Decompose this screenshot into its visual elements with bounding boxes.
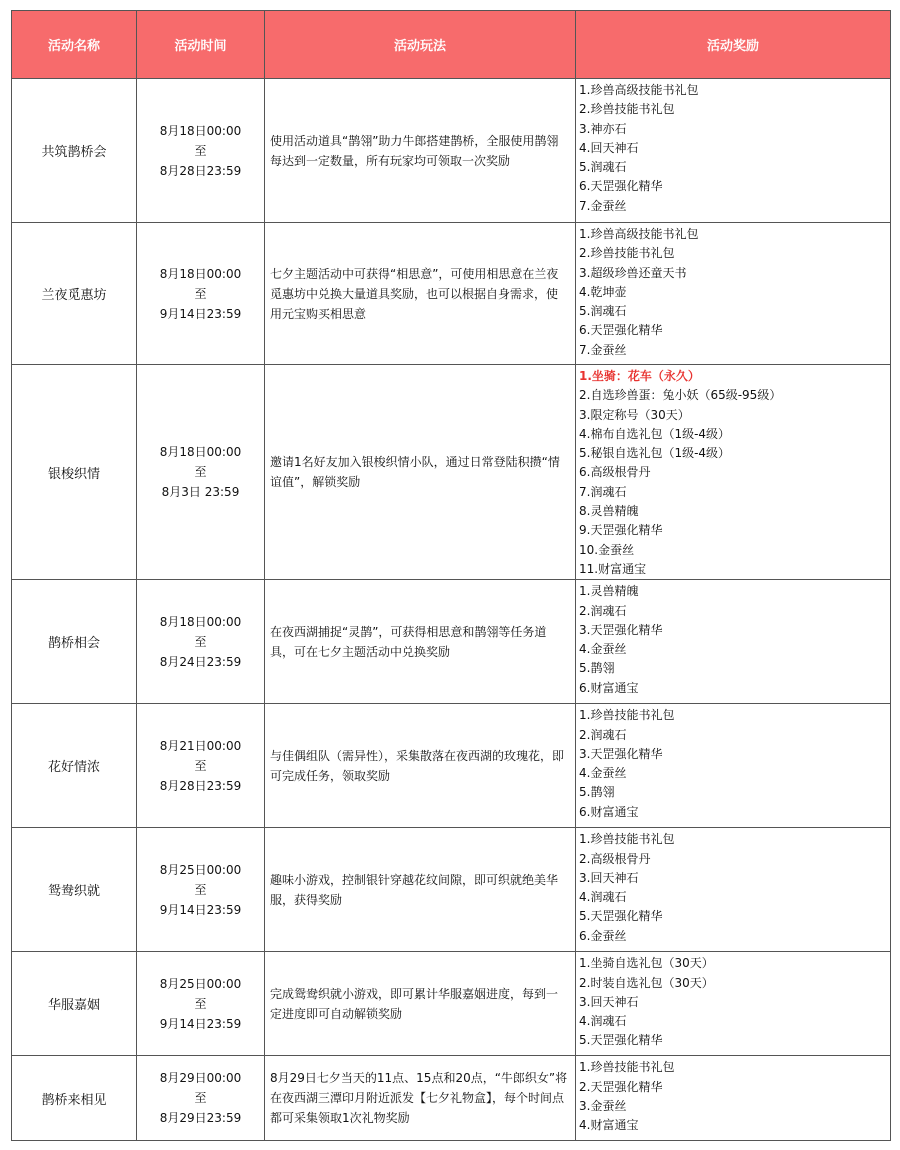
time-start: 8月18日00:00: [159, 614, 242, 629]
time-start: 8月25日00:00: [159, 862, 242, 877]
activity-name: 银梭织情: [12, 365, 137, 580]
activity-name: 共筑鹊桥会: [12, 79, 137, 223]
activity-gameplay: 使用活动道具“鹊翎”助力牛郎搭建鹊桥，全服使用鹊翎每达到一定数量，所有玩家均可领取一次奖励: [265, 79, 576, 223]
reward-item: 1.珍兽技能书礼包: [579, 832, 675, 847]
time-end: 9月14日23:59: [159, 1016, 242, 1031]
activity-rewards: [576, 79, 891, 223]
table-row: [12, 1056, 891, 1141]
reward-item: 1.灵兽精魄: [579, 584, 639, 599]
reward-item: 3.超级珍兽还童天书: [579, 265, 687, 280]
time-end: 8月28日23:59: [159, 778, 242, 793]
reward-item: 1.珍兽技能书礼包: [579, 1060, 675, 1075]
reward-item: 3.神亦石: [579, 121, 627, 136]
reward-item: 6.金蚕丝: [579, 928, 627, 943]
time-end: 8月28日23:59: [159, 163, 242, 178]
activity-time: [137, 1056, 265, 1141]
time-start: 8月21日00:00: [159, 738, 242, 753]
table-row: [12, 79, 891, 223]
reward-item: 2.天罡强化精华: [579, 1079, 663, 1094]
activity-rewards: [576, 704, 891, 828]
activity-gameplay: 与佳偶组队（需异性），采集散落在夜西湖的玫瑰花，即可完成任务，领取奖励: [265, 704, 576, 828]
activity-gameplay: 在夜西湖捕捉“灵鹊”，可获得相思意和鹊翎等任务道具，可在七夕主题活动中兑换奖励: [265, 580, 576, 704]
header-activity-time: 活动时间: [137, 11, 265, 79]
time-to: 至: [194, 634, 207, 649]
reward-item: 4.金蚕丝: [579, 766, 627, 781]
activity-name: 鸳鸯织就: [12, 828, 137, 952]
header-activity-gameplay: 活动玩法: [265, 11, 576, 79]
activity-gameplay: 七夕主题活动中可获得“相思意”，可使用相思意在兰夜觅惠坊中兑换大量道具奖励，也可以根据自身需求，使用元宝购买相思意: [265, 223, 576, 365]
reward-item: 7.润魂石: [579, 484, 627, 499]
reward-item: 2.高级根骨丹: [579, 851, 651, 866]
activity-time: [137, 223, 265, 365]
table-row: [12, 704, 891, 828]
reward-item: 2.时装自选礼包（30天）: [579, 975, 714, 990]
reward-item: 4.乾坤壶: [579, 284, 627, 299]
reward-item: 4.棉布自选礼包（1级-4级）: [579, 426, 731, 441]
reward-item: 9.天罡强化精华: [579, 523, 663, 538]
reward-item: 3.天罡强化精华: [579, 622, 663, 637]
reward-item: 3.限定称号（30天）: [579, 407, 690, 422]
header-activity-rewards: 活动奖励: [576, 11, 891, 79]
reward-item: 5.润魂石: [579, 160, 627, 175]
activity-table: [11, 10, 891, 1141]
time-to: 至: [194, 758, 207, 773]
activity-name: 花好情浓: [12, 704, 137, 828]
time-to: 至: [194, 143, 207, 158]
activity-time: [137, 79, 265, 223]
reward-item: 2.自选珍兽蛋：兔小妖（65级-95级）: [579, 388, 782, 403]
activity-name: 兰夜觅惠坊: [12, 223, 137, 365]
activity-rewards: [576, 1056, 891, 1141]
reward-item: 4.润魂石: [579, 890, 627, 905]
time-start: 8月25日00:00: [159, 976, 242, 991]
reward-item: 8.灵兽精魄: [579, 504, 639, 519]
time-end: 8月29日23:59: [159, 1111, 242, 1126]
reward-item: 6.高级根骨丹: [579, 465, 651, 480]
activity-gameplay: 趣味小游戏，控制银针穿越花纹间隙，即可织就绝美华服，获得奖励: [265, 828, 576, 952]
activity-time: [137, 365, 265, 580]
activity-gameplay: 完成鸳鸯织就小游戏，即可累计华服嘉姻进度，每到一定进度即可自动解锁奖励: [265, 952, 576, 1056]
reward-item: 11.财富通宝: [579, 561, 647, 576]
table-row: [12, 223, 891, 365]
activity-time: [137, 704, 265, 828]
reward-item: 3.回天神石: [579, 870, 639, 885]
reward-item: 4.金蚕丝: [579, 642, 627, 657]
reward-item: 3.金蚕丝: [579, 1098, 627, 1113]
reward-item: 1.珍兽技能书礼包: [579, 708, 675, 723]
activity-rewards: [576, 828, 891, 952]
time-to: 至: [194, 882, 207, 897]
reward-item: 6.天罡强化精华: [579, 179, 663, 194]
time-end: 8月3日 23:59: [161, 485, 240, 500]
reward-item: 6.财富通宝: [579, 680, 639, 695]
time-to: 至: [194, 286, 207, 301]
header-row: [12, 11, 891, 79]
reward-item: 5.秘银自选礼包（1级-4级）: [579, 446, 731, 461]
activity-rewards: [576, 952, 891, 1056]
activity-gameplay: 邀请1名好友加入银梭织情小队，通过日常登陆积攒“情谊值”，解锁奖励: [265, 365, 576, 580]
reward-item: 3.回天神石: [579, 994, 639, 1009]
time-to: 至: [194, 465, 207, 480]
time-start: 8月29日00:00: [159, 1071, 242, 1086]
table-row: [12, 365, 891, 580]
reward-item: 7.金蚕丝: [579, 198, 627, 213]
reward-item: 7.金蚕丝: [579, 342, 627, 357]
reward-item: 6.天罡强化精华: [579, 323, 663, 338]
reward-item: 5.鹊翎: [579, 661, 615, 676]
time-to: 至: [194, 996, 207, 1011]
reward-item: 4.润魂石: [579, 1014, 627, 1029]
reward-item-highlight: 1.坐骑：花车（永久）: [579, 369, 700, 383]
activity-rewards: [576, 365, 891, 580]
header-activity-name: 活动名称: [12, 11, 137, 79]
reward-item: 2.润魂石: [579, 727, 627, 742]
reward-item: 2.珍兽技能书礼包: [579, 102, 675, 117]
reward-item: 5.鹊翎: [579, 785, 615, 800]
reward-item: 3.天罡强化精华: [579, 746, 663, 761]
activity-time: [137, 580, 265, 704]
activity-table-container: [11, 10, 891, 1141]
activity-time: [137, 952, 265, 1056]
time-end: 9月14日23:59: [159, 902, 242, 917]
reward-item: 4.回天神石: [579, 140, 639, 155]
time-to: 至: [194, 1091, 207, 1106]
activity-gameplay: 8月29日七夕当天的11点、15点和20点，“牛郎织女”将在夜西湖三潭印月附近派发【七夕礼物盒】，每个时间点都可采集领取1次礼物奖励: [265, 1056, 576, 1141]
activity-rewards: [576, 223, 891, 365]
reward-item: 5.天罡强化精华: [579, 909, 663, 924]
time-end: 8月24日23:59: [159, 654, 242, 669]
reward-item: 5.天罡强化精华: [579, 1033, 663, 1048]
time-end: 9月14日23:59: [159, 306, 242, 321]
reward-item: 1.珍兽高级技能书礼包: [579, 83, 699, 97]
activity-rewards: [576, 580, 891, 704]
reward-item: 1.坐骑自选礼包（30天）: [579, 956, 714, 971]
table-row: [12, 952, 891, 1056]
reward-item: 1.珍兽高级技能书礼包: [579, 227, 699, 241]
activity-name: 鹊桥相会: [12, 580, 137, 704]
reward-item: 5.润魂石: [579, 304, 627, 319]
activity-name: 华服嘉姻: [12, 952, 137, 1056]
reward-item: 2.润魂石: [579, 603, 627, 618]
reward-item: 6.财富通宝: [579, 804, 639, 819]
time-start: 8月18日00:00: [159, 445, 242, 460]
time-start: 8月18日00:00: [159, 266, 242, 281]
reward-item: 2.珍兽技能书礼包: [579, 246, 675, 261]
time-start: 8月18日00:00: [159, 123, 242, 138]
activity-time: [137, 828, 265, 952]
table-row: [12, 580, 891, 704]
table-row: [12, 828, 891, 952]
activity-name: 鹊桥来相见: [12, 1056, 137, 1141]
reward-item: 4.财富通宝: [579, 1118, 639, 1133]
reward-item: 10.金蚕丝: [579, 542, 635, 557]
